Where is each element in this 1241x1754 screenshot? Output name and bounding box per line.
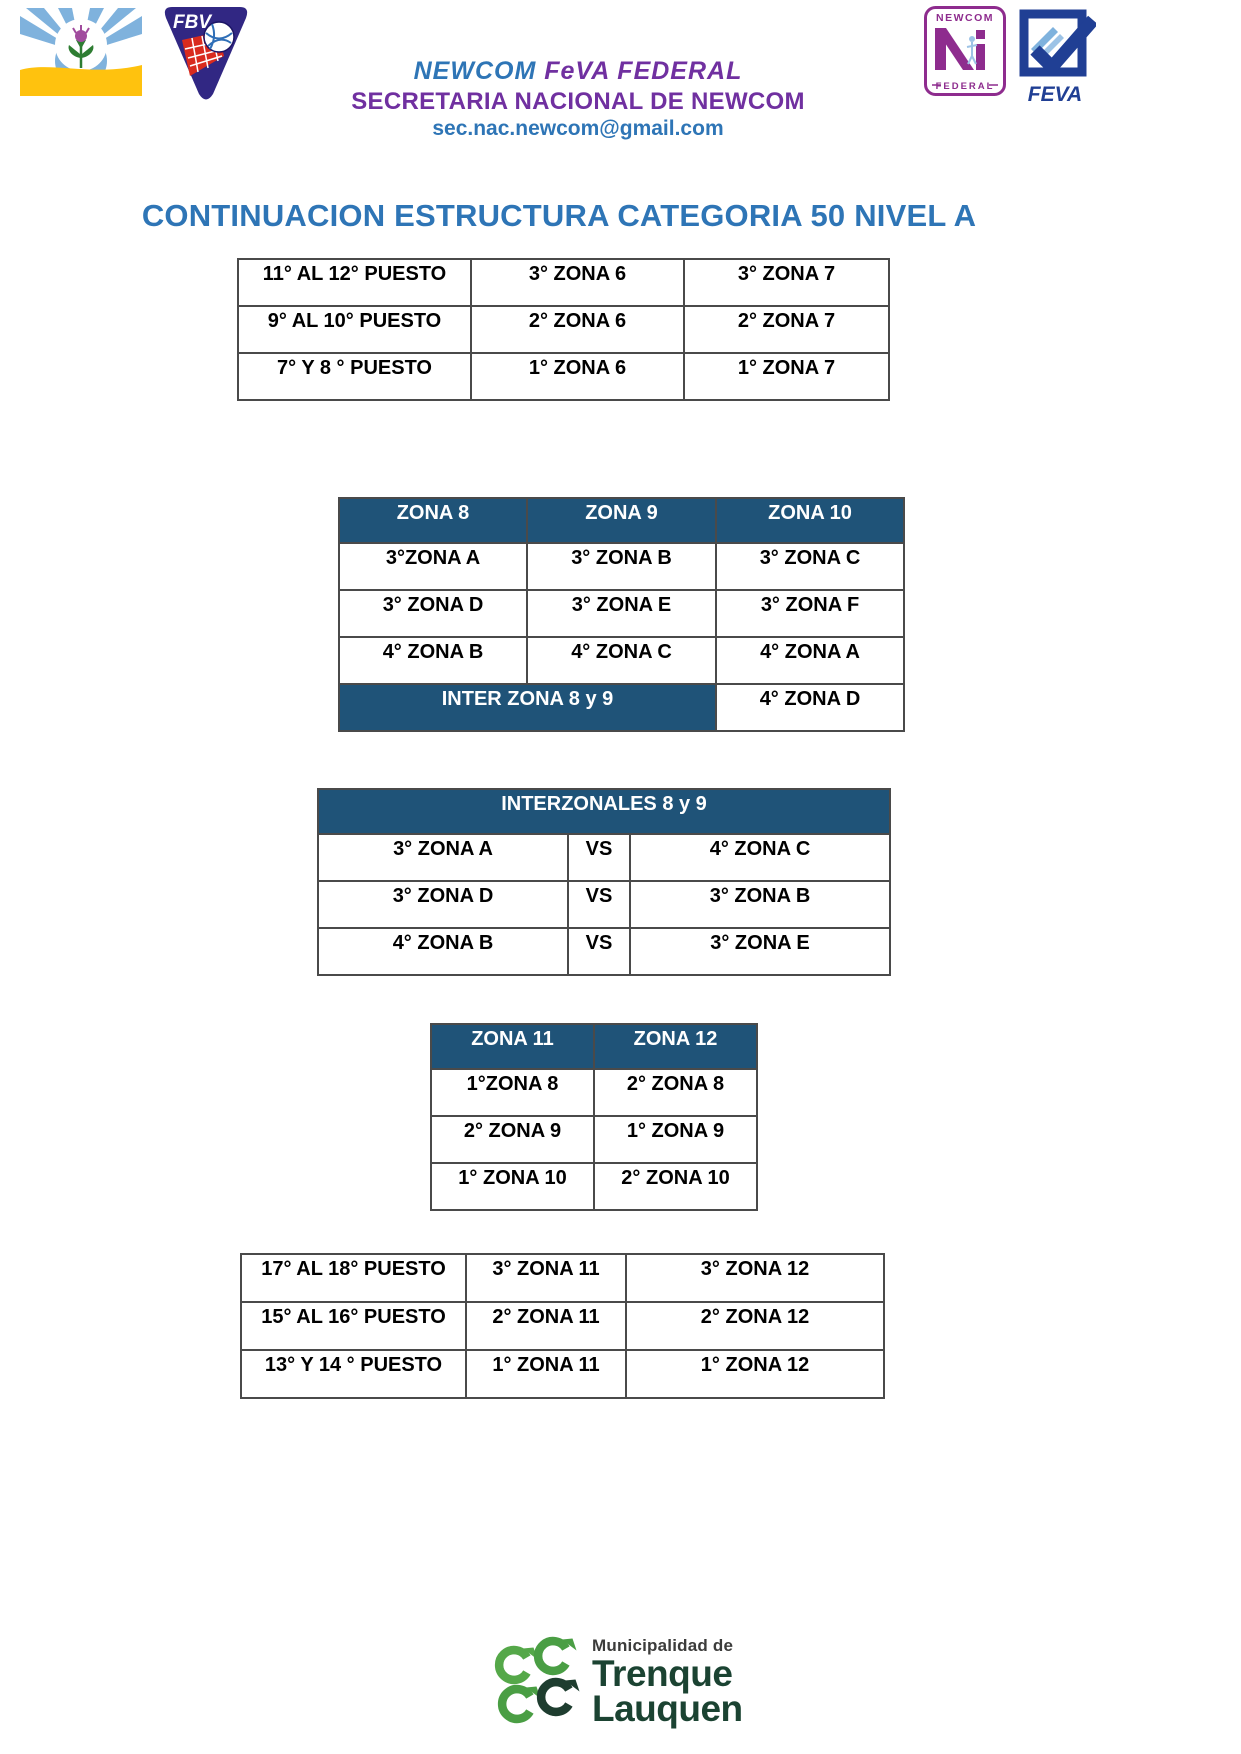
city-name-line2: Lauquen bbox=[592, 1688, 743, 1730]
secretaria-line: SECRETARIA NACIONAL DE NEWCOM bbox=[351, 87, 805, 115]
table-cell: 4° ZONA B bbox=[339, 637, 527, 684]
table-cell: 4° ZONA C bbox=[630, 834, 890, 881]
table-cell: 3° ZONA F bbox=[716, 590, 904, 637]
table-cell: 1° ZONA 10 bbox=[431, 1163, 594, 1210]
vs-cell: VS bbox=[568, 881, 630, 928]
table-cell: 13° Y 14 ° PUESTO bbox=[241, 1350, 466, 1398]
feva-label: FEVA bbox=[1027, 83, 1083, 106]
table-cell: 3° ZONA 11 bbox=[466, 1254, 626, 1302]
municipality-label: Municipalidad de bbox=[592, 1636, 734, 1655]
table-row bbox=[431, 1163, 757, 1210]
table-row bbox=[241, 1254, 884, 1302]
table-row bbox=[318, 881, 890, 928]
brand-newcom: NEWCOM bbox=[413, 57, 537, 85]
table-cell: 7° Y 8 ° PUESTO bbox=[238, 353, 471, 400]
vs-cell: VS bbox=[568, 928, 630, 975]
interzonales-title-cell: INTERZONALES 8 y 9 bbox=[318, 789, 890, 834]
newcom-federal-logo bbox=[924, 6, 1006, 96]
table-cell: 4° ZONA B bbox=[318, 928, 568, 975]
interzonales-table bbox=[317, 788, 891, 976]
table-header-row bbox=[318, 789, 890, 834]
table-cell: 4° ZONA A bbox=[716, 637, 904, 684]
column-header: ZONA 9 bbox=[527, 498, 716, 543]
ni-top-label: NEWCOM bbox=[936, 12, 994, 24]
table-cell: 3° ZONA B bbox=[527, 543, 716, 590]
table-cell: 3° ZONA D bbox=[318, 881, 568, 928]
table-row bbox=[431, 1069, 757, 1116]
table-cell: 3°ZONA A bbox=[339, 543, 527, 590]
table-cell: 15° AL 16° PUESTO bbox=[241, 1302, 466, 1350]
table-cell: 3° ZONA 6 bbox=[471, 259, 684, 306]
table-cell: 9° AL 10° PUESTO bbox=[238, 306, 471, 353]
table-row bbox=[241, 1302, 884, 1350]
column-header: ZONA 11 bbox=[431, 1024, 594, 1069]
column-header: ZONA 10 bbox=[716, 498, 904, 543]
table-cell: 1° ZONA 9 bbox=[594, 1116, 757, 1163]
table-cell: 2° ZONA 8 bbox=[594, 1069, 757, 1116]
table-cell: 2° ZONA 11 bbox=[466, 1302, 626, 1350]
page-title: CONTINUACION ESTRUCTURA CATEGORIA 50 NIVEL A bbox=[141, 198, 977, 233]
table-cell: 3° ZONA E bbox=[630, 928, 890, 975]
table-cell: 1° ZONA 6 bbox=[471, 353, 684, 400]
table-row bbox=[339, 637, 904, 684]
municipality-text bbox=[592, 1634, 743, 1730]
table-cell: 11° AL 12° PUESTO bbox=[238, 259, 471, 306]
table-cell: 4° ZONA D bbox=[716, 684, 904, 731]
table-cell: 17° AL 18° PUESTO bbox=[241, 1254, 466, 1302]
table-cell: 1°ZONA 8 bbox=[431, 1069, 594, 1116]
table-cell: 3° ZONA C bbox=[716, 543, 904, 590]
table-cell: 2° ZONA 12 bbox=[626, 1302, 884, 1350]
column-header: ZONA 12 bbox=[594, 1024, 757, 1069]
brand-feva-federal: FeVA FEDERAL bbox=[544, 57, 743, 85]
recycle-rings-icon bbox=[492, 1634, 580, 1726]
table-cell: 3° ZONA B bbox=[630, 881, 890, 928]
table-row bbox=[339, 590, 904, 637]
table-cell: 3° ZONA A bbox=[318, 834, 568, 881]
table-row bbox=[241, 1350, 884, 1398]
table-row bbox=[318, 834, 890, 881]
placement-13-18-table bbox=[240, 1253, 885, 1399]
table-row bbox=[318, 928, 890, 975]
zones-8-10-table bbox=[338, 497, 905, 732]
vs-cell: VS bbox=[568, 834, 630, 881]
table-cell: 1° ZONA 12 bbox=[626, 1350, 884, 1398]
table-footer-row bbox=[339, 684, 904, 731]
table-row bbox=[339, 543, 904, 590]
city-name-line1: Trenque bbox=[592, 1653, 733, 1694]
table-row bbox=[238, 259, 889, 306]
table-cell: 4° ZONA C bbox=[527, 637, 716, 684]
ni-bottom-label: FEDERAL bbox=[935, 81, 995, 92]
table-header-row bbox=[339, 498, 904, 543]
table-cell: 1° ZONA 7 bbox=[684, 353, 889, 400]
table-cell: 1° ZONA 11 bbox=[466, 1350, 626, 1398]
fbv-label: FBV bbox=[173, 12, 211, 33]
table-cell: 2° ZONA 10 bbox=[594, 1163, 757, 1210]
table-row bbox=[431, 1116, 757, 1163]
table-cell: 2° ZONA 7 bbox=[684, 306, 889, 353]
municipality-logo bbox=[492, 1634, 743, 1730]
zones-11-12-table bbox=[430, 1023, 758, 1211]
interzona-merged-cell: INTER ZONA 8 y 9 bbox=[339, 684, 716, 731]
email-link[interactable]: sec.nac.newcom@gmail.com bbox=[432, 116, 724, 140]
table-cell: 3° ZONA 7 bbox=[684, 259, 889, 306]
table-cell: 3° ZONA E bbox=[527, 590, 716, 637]
table-cell: 2° ZONA 6 bbox=[471, 306, 684, 353]
column-header: ZONA 8 bbox=[339, 498, 527, 543]
feva-logo bbox=[1016, 6, 1096, 110]
table-row bbox=[238, 353, 889, 400]
table-cell: 3° ZONA 12 bbox=[626, 1254, 884, 1302]
table-cell: 3° ZONA D bbox=[339, 590, 527, 637]
placement-7-12-table bbox=[237, 258, 890, 401]
table-cell: 2° ZONA 9 bbox=[431, 1116, 594, 1163]
table-row bbox=[238, 306, 889, 353]
table-header-row bbox=[431, 1024, 757, 1069]
